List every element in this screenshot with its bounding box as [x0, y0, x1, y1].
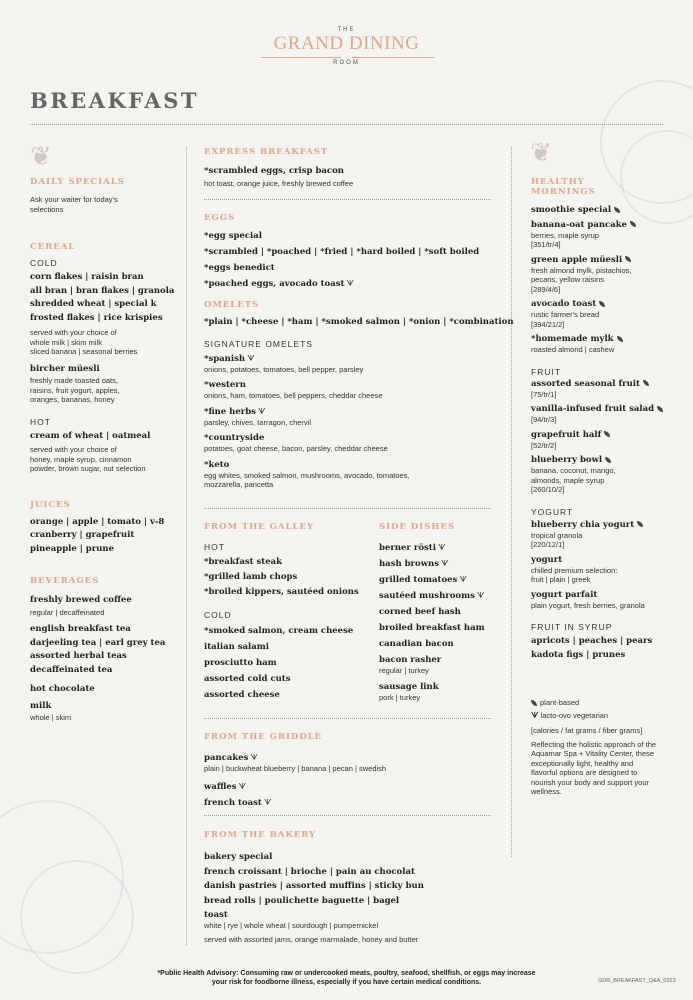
- menu-item: frosted flakes | rice krispies: [30, 312, 163, 323]
- leaf-flourish-icon: ❦: [30, 142, 52, 172]
- item-description: potatoes, goat cheese, bacon, parsley, cheddar cheese: [204, 444, 388, 453]
- lacto-ovo-vegetarian-icon: ᗐ: [238, 781, 247, 791]
- menu-item: *scrambled eggs, crisp bacon: [204, 166, 344, 176]
- menu-item: *eggs benedict: [204, 263, 275, 273]
- section-divider: [204, 718, 491, 719]
- lacto-ovo-vegetarian-icon: ᗐ: [250, 753, 258, 762]
- lacto-ovo-vegetarian-icon: ᗐ: [437, 543, 446, 552]
- item-description: fresh almond mylk, pistachios,: [531, 265, 632, 275]
- menu-item: *grilled lamb chops: [204, 572, 298, 582]
- lacto-ovo-vegetarian-icon: ᗐ: [459, 575, 467, 584]
- item-description: powder, brown sugar, nut selection: [30, 464, 146, 473]
- menu-item: all bran | bran flakes | granola: [30, 285, 175, 296]
- item-description: raisins, fruit yogurt, apples,: [30, 385, 120, 395]
- item-description: plain | buckwheat blueberry | banana | pecan | swedish: [204, 764, 387, 773]
- right-column: [531, 177, 681, 797]
- item-description: served with your choice of: [30, 445, 117, 454]
- plant-based-icon: [625, 256, 631, 262]
- section-heading-side-dishes: SIDE DISHES: [379, 522, 456, 532]
- menu-item: freshly brewed coffee: [30, 595, 132, 605]
- menu-item: *egg special: [204, 231, 262, 241]
- menu-item: yogurt: [531, 554, 563, 565]
- plant-based-icon: [617, 336, 623, 342]
- section-heading-juices: JUICES: [30, 499, 71, 510]
- side-dishes-section: [379, 522, 509, 702]
- menu-item: french toast: [204, 798, 262, 808]
- page-title: BREAKFAST: [30, 88, 200, 113]
- menu-item: hot chocolate: [30, 684, 95, 694]
- menu-item: sautéed mushrooms: [379, 591, 475, 601]
- section-heading-eggs: EGGS: [204, 213, 236, 223]
- bakery-section: [204, 830, 504, 944]
- omelet-name: *countryside: [204, 433, 265, 443]
- section-divider: [204, 815, 491, 816]
- item-description: rustic farmer's bread: [531, 310, 600, 319]
- menu-item: shredded wheat | special k: [30, 299, 157, 309]
- left-column: [30, 177, 180, 723]
- menu-item: cream of wheat | oatmeal: [30, 430, 151, 441]
- item-description: berries, maple syrup: [531, 230, 599, 240]
- subheading-fruit: FRUIT: [531, 366, 562, 377]
- lacto-ovo-vegetarian-icon: ᗐ: [257, 406, 266, 416]
- section-divider: [204, 508, 491, 509]
- plant-based-icon: [614, 207, 620, 213]
- menu-item: hash browns: [379, 559, 439, 569]
- nutrition-info: [260/10/2]: [531, 485, 565, 494]
- section-heading-bakery: FROM THE BAKERY: [204, 830, 317, 840]
- menu-item: bircher müesli: [30, 363, 100, 374]
- menu-item: smoothie special: [531, 205, 612, 215]
- nutrition-info: [351/tr/4]: [531, 240, 561, 249]
- decorative-swirl: [20, 860, 134, 974]
- menu-item: orange | apple | tomato | v-8: [30, 516, 165, 527]
- item-description: fruit | plain | greek: [531, 575, 591, 584]
- plant-based-icon: [605, 457, 611, 463]
- lacto-ovo-vegetarian-icon: ᗐ: [346, 279, 354, 288]
- section-heading-healthy: HEALTHY: [531, 177, 585, 187]
- health-advisory-line-1: *Public Health Advisory: Consuming raw or undercooked meats, poultry, seafood, shellfish, or eggs may increase: [157, 970, 536, 977]
- menu-item: *homemade mylk: [531, 334, 614, 344]
- menu-item: blueberry bowl: [531, 455, 603, 465]
- menu-item: yogurt parfait: [531, 589, 598, 600]
- lacto-ovo-vegetarian-icon: ᗐ: [531, 710, 539, 720]
- item-description: pork | turkey: [379, 692, 421, 702]
- nutrition-info: [52/tr/2]: [531, 440, 557, 450]
- menu-item: english breakfast tea: [30, 624, 131, 634]
- section-heading-healthy-2: MORNINGS: [531, 187, 596, 197]
- lacto-ovo-vegetarian-icon: ᗐ: [247, 353, 255, 363]
- menu-item: corn flakes | raisin bran: [30, 272, 144, 282]
- menu-item: *breakfast steak: [204, 557, 283, 567]
- menu-item: darjeeling tea | earl grey tea: [30, 637, 166, 648]
- section-heading-cereal: CEREAL: [30, 242, 76, 252]
- leaf-flourish-icon: ❦: [530, 138, 552, 168]
- health-advisory: [100, 969, 593, 987]
- menu-item: *plain | *cheese | *ham | *smoked salmon | *onion | *combination: [204, 317, 514, 327]
- omelet-name: *spanish: [204, 353, 246, 364]
- item-description: pecans, yellow raisins: [531, 275, 604, 284]
- middle-column: [204, 147, 504, 188]
- item-description: freshly made toasted oats,: [30, 376, 118, 385]
- logo: GRAND DINING: [273, 33, 420, 54]
- galley-section: [204, 522, 374, 703]
- nutrition-info: [289/4/6]: [531, 284, 561, 294]
- menu-item: apricots | peaches | pears: [531, 636, 653, 646]
- logo-top-text: THE: [337, 27, 356, 33]
- item-description: plain yogurt, fresh berries, granola: [531, 600, 645, 610]
- menu-item: bacon rasher: [379, 655, 442, 665]
- item-description: honey, maple syrup, cinnamon: [30, 454, 132, 464]
- column-divider-left: [186, 147, 187, 945]
- subheading-cold: COLD: [204, 610, 232, 620]
- menu-item: french croissant | brioche | pain au chocolat: [204, 866, 415, 877]
- menu-item: bread rolls | poulichette baguette | bagel: [204, 895, 400, 906]
- menu-item: blueberry chia yogurt: [531, 519, 635, 530]
- item-description: chilled premium selection:: [531, 565, 618, 575]
- menu-item: berner rösti: [379, 543, 436, 553]
- lacto-ovo-vegetarian-icon: ᗐ: [476, 591, 485, 600]
- lacto-ovo-vegetarian-icon: ᗐ: [441, 559, 449, 568]
- menu-item: grapefruit half: [531, 429, 602, 440]
- menu-item: grilled tomatoes: [379, 575, 458, 585]
- menu-item: *scrambled | *poached | *fried | *hard boiled | *soft boiled: [204, 247, 480, 257]
- item-description: almonds, maple syrup: [531, 475, 605, 485]
- menu-item: *poached eggs, avocado toast: [204, 279, 345, 289]
- plant-based-icon: [599, 301, 605, 307]
- nutrition-info: [394/21/2]: [531, 319, 565, 329]
- menu-item: pancakes: [204, 753, 249, 763]
- menu-item: corned beef hash: [379, 607, 461, 617]
- section-heading-griddle: FROM THE GRIDDLE: [204, 732, 323, 742]
- item-description: onions, potatoes, tomatoes, bell pepper, parsley: [204, 364, 364, 374]
- menu-item: assorted cold cuts: [204, 674, 291, 684]
- eggs-section: [204, 213, 514, 490]
- subheading-yogurt: YOGURT: [531, 506, 574, 517]
- subheading-cold: COLD: [30, 258, 58, 268]
- item-description: egg whites, smoked salmon, mushrooms, avocado, tomatoes,: [204, 470, 410, 480]
- title-divider: [30, 124, 663, 125]
- menu-item: sausage link: [379, 681, 439, 692]
- menu-item: assorted cheese: [204, 690, 280, 700]
- menu-item: toast: [204, 910, 228, 920]
- legend-nutrition-key: [calories / fat grams / fiber grams]: [531, 726, 643, 735]
- plant-based-icon: [657, 406, 663, 412]
- section-heading-omelets: OMELETS: [204, 300, 260, 310]
- griddle-section: [204, 732, 504, 811]
- plant-based-icon: [604, 431, 610, 437]
- menu-item: pineapple | prune: [30, 543, 114, 554]
- bakery-note: served with assorted jams, orange marmalade, honey and butter: [204, 934, 419, 944]
- omelet-name: *fine herbs: [204, 406, 256, 417]
- legend-lacto-ovo: lacto-ovo vegetarian: [540, 710, 609, 720]
- omelet-name: *western: [204, 380, 246, 390]
- menu-item: broiled breakfast ham: [379, 623, 485, 633]
- menu-item: prosciutto ham: [204, 658, 277, 668]
- subheading-fruit-in-syrup: FRUIT IN SYRUP: [531, 622, 613, 632]
- plant-based-icon: [630, 221, 636, 227]
- menu-item: *broiled kippers, sautéed onions: [204, 587, 359, 597]
- section-heading-daily: DAILY SPECIALS: [30, 177, 125, 187]
- nutrition-info: [220/12/1]: [531, 540, 565, 549]
- item-description: roasted almond | cashew: [531, 345, 615, 354]
- section-heading-beverages: BEVERAGES: [30, 576, 100, 586]
- column-divider-right: [511, 147, 512, 857]
- menu-item: decaffeinated tea: [30, 664, 113, 675]
- menu-item: *smoked salmon, cream cheese: [204, 626, 354, 636]
- menu-item: vanilla-infused fruit salad: [531, 404, 655, 414]
- item-description: regular | decaffeinated: [30, 607, 105, 617]
- subheading-hot: HOT: [204, 542, 225, 552]
- item-description: regular | turkey: [379, 666, 429, 675]
- menu-item: avocado toast: [531, 299, 597, 309]
- daily-specials-text: Ask your waiter for today's selections: [30, 195, 118, 214]
- menu-item: banana-oat pancake: [531, 219, 628, 230]
- menu-item: kadota figs | prunes: [531, 649, 626, 660]
- logo-rule-right: [352, 57, 434, 58]
- logo-rule-left: [261, 57, 341, 58]
- menu-item: canadian bacon: [379, 639, 454, 649]
- subheading-hot: HOT: [30, 416, 51, 427]
- menu-item: bakery special: [204, 852, 273, 862]
- item-description: white | rye | whole wheat | sourdough | pumpernickel: [204, 921, 379, 930]
- menu-item: danish pastries | assorted muffins | sticky bun: [204, 881, 424, 891]
- omelet-name: *keto: [204, 459, 230, 470]
- menu-item: assorted seasonal fruit: [531, 378, 640, 389]
- item-description: whole milk | skim milk: [30, 337, 102, 347]
- item-description: banana, coconut, mango,: [531, 466, 616, 475]
- item-description: oranges, bananas, honey: [30, 395, 115, 404]
- nutrition-info: [94/tr/3]: [531, 415, 557, 424]
- plant-based-icon: [531, 700, 537, 706]
- legend-description: Reflecting the holistic approach of the Aquamar Spa + Vitality Center, these exceptionally light, healthy and flavorful options are designed to nourish your body and support your wellness.: [531, 739, 657, 796]
- item-description: served with your choice of: [30, 328, 117, 337]
- item-description: sliced banana | seasonal berries: [30, 347, 138, 356]
- nutrition-info: [75/tr/1]: [531, 389, 557, 399]
- menu-item: cranberry | grapefruit: [30, 530, 135, 540]
- item-description: whole | skim: [30, 713, 72, 722]
- plant-based-icon: [643, 380, 649, 386]
- section-divider: [204, 199, 491, 200]
- health-advisory-line-2: your risk for foodborne illness, especially if you have certain medical conditions.: [211, 979, 482, 986]
- menu-item: green apple müesli: [531, 254, 623, 265]
- lacto-ovo-vegetarian-icon: ᗐ: [263, 798, 272, 807]
- logo-bottom-text: ROOM: [333, 60, 360, 66]
- menu-item: italian salami: [204, 642, 270, 652]
- menu-code: GDR_BREAKFAST_Q&A_0323: [598, 978, 676, 984]
- item-description: parsley, chives, tarragon, chervil: [204, 417, 311, 427]
- menu-item: assorted herbal teas: [30, 651, 127, 661]
- plant-based-icon: [637, 521, 643, 527]
- section-heading-galley: FROM THE GALLEY: [204, 522, 315, 532]
- section-heading-express: EXPRESS BREAKFAST: [204, 147, 329, 157]
- item-description: onions, ham, tomatoes, bell peppers, cheddar cheese: [204, 391, 383, 400]
- menu-item: waffles: [204, 781, 237, 792]
- menu-item: milk: [30, 700, 52, 711]
- item-description: hot toast, orange juice, freshly brewed coffee: [204, 178, 354, 188]
- item-description: mozzarella, pancetta: [204, 480, 274, 489]
- subheading-signature-omelets: SIGNATURE OMELETS: [204, 338, 313, 349]
- legend-plant-based: plant-based: [540, 698, 580, 707]
- item-description: tropical granola: [531, 530, 583, 540]
